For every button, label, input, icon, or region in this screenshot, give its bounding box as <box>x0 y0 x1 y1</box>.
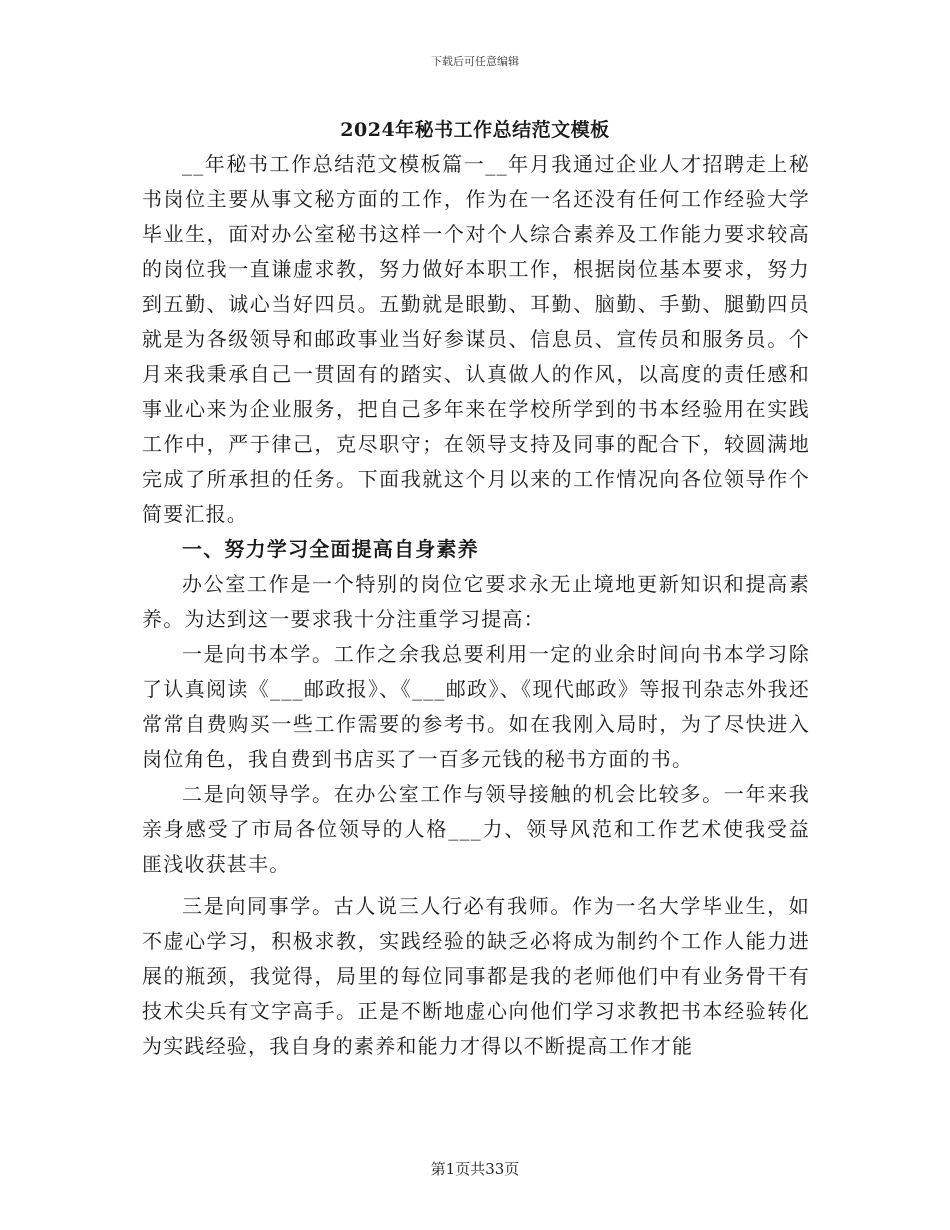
page-header-note: 下载后可任意编辑 <box>431 55 519 68</box>
document-title: 2024年秘书工作总结范文模板 <box>340 119 610 141</box>
paragraph-learn-from-books: 一是向书本学。工作之余我总要利用一定的业余时间向书本学习除了认真阅读《___邮政报》、《___邮政》、《现代邮政》等报刊杂志外我还常常自费购买一些工作需要的参考书。如在我刚入局时，为了尽快进入岗位角色，我自费到书店买了一百多元钱的秘书方面的书。 <box>142 642 810 771</box>
paragraph-intro: __年秘书工作总结范文模板篇一__年月我通过企业人才招聘走上秘书岗位主要从事文秘方面的工作，作为在一名还没有任何工作经验大学毕业生，面对办公室秘书这样一个对个人综合素养及工作能力要求较高的岗位我一直谦虚求教，努力做好本职工作，根据岗位基本要求，努力到五勤、诚心当好四员。五勤就是眼勤、耳勤、脑勤、手勤、腿勤四员就是为各级领导和邮政事业当好参谋员、信息员、宣传员和服务员。个月来我秉承自己一贯固有的踏实、认真做人的作风，以高度的责任感和事业心来为企业服务，把自己多年来在学校所学到的书本经验用在实践工作中，严于律己，克尽职守；在领导支持及同事的配合下，较圆满地完成了所承担的任务。下面我就这个月以来的工作情况向各位领导作个简要汇报。 <box>142 152 810 526</box>
paragraph-learn-from-colleagues: 三是向同事学。古人说三人行必有我师。作为一名大学毕业生，如不虚心学习，积极求教，实践经验的缺乏必将成为制约个工作人能力进展的瓶颈，我觉得，局里的每位同事都是我的老师他们中有业务骨干有技术尖兵有文字高手。正是不断地虚心向他们学习求教把书本经验转化为实践经验，我自身的素养和能力才得以不断提高工作才能 <box>142 894 810 1058</box>
page-number: 第1页共33页 <box>430 1160 520 1178</box>
paragraph-office-work: 办公室工作是一个特别的岗位它要求永无止境地更新知识和提高素养。为达到这一要求我十分注重学习提高： <box>142 572 810 631</box>
section-heading: 一、努力学习全面提高自身素养 <box>182 537 479 561</box>
paragraph-learn-from-leaders: 二是向领导学。在办公室工作与领导接触的机会比较多。一年来我亲身感受了市局各位领导的人格___力、领导风范和工作艺术使我受益匪浅收获甚丰。 <box>142 782 810 876</box>
document-body <box>142 147 810 1064</box>
